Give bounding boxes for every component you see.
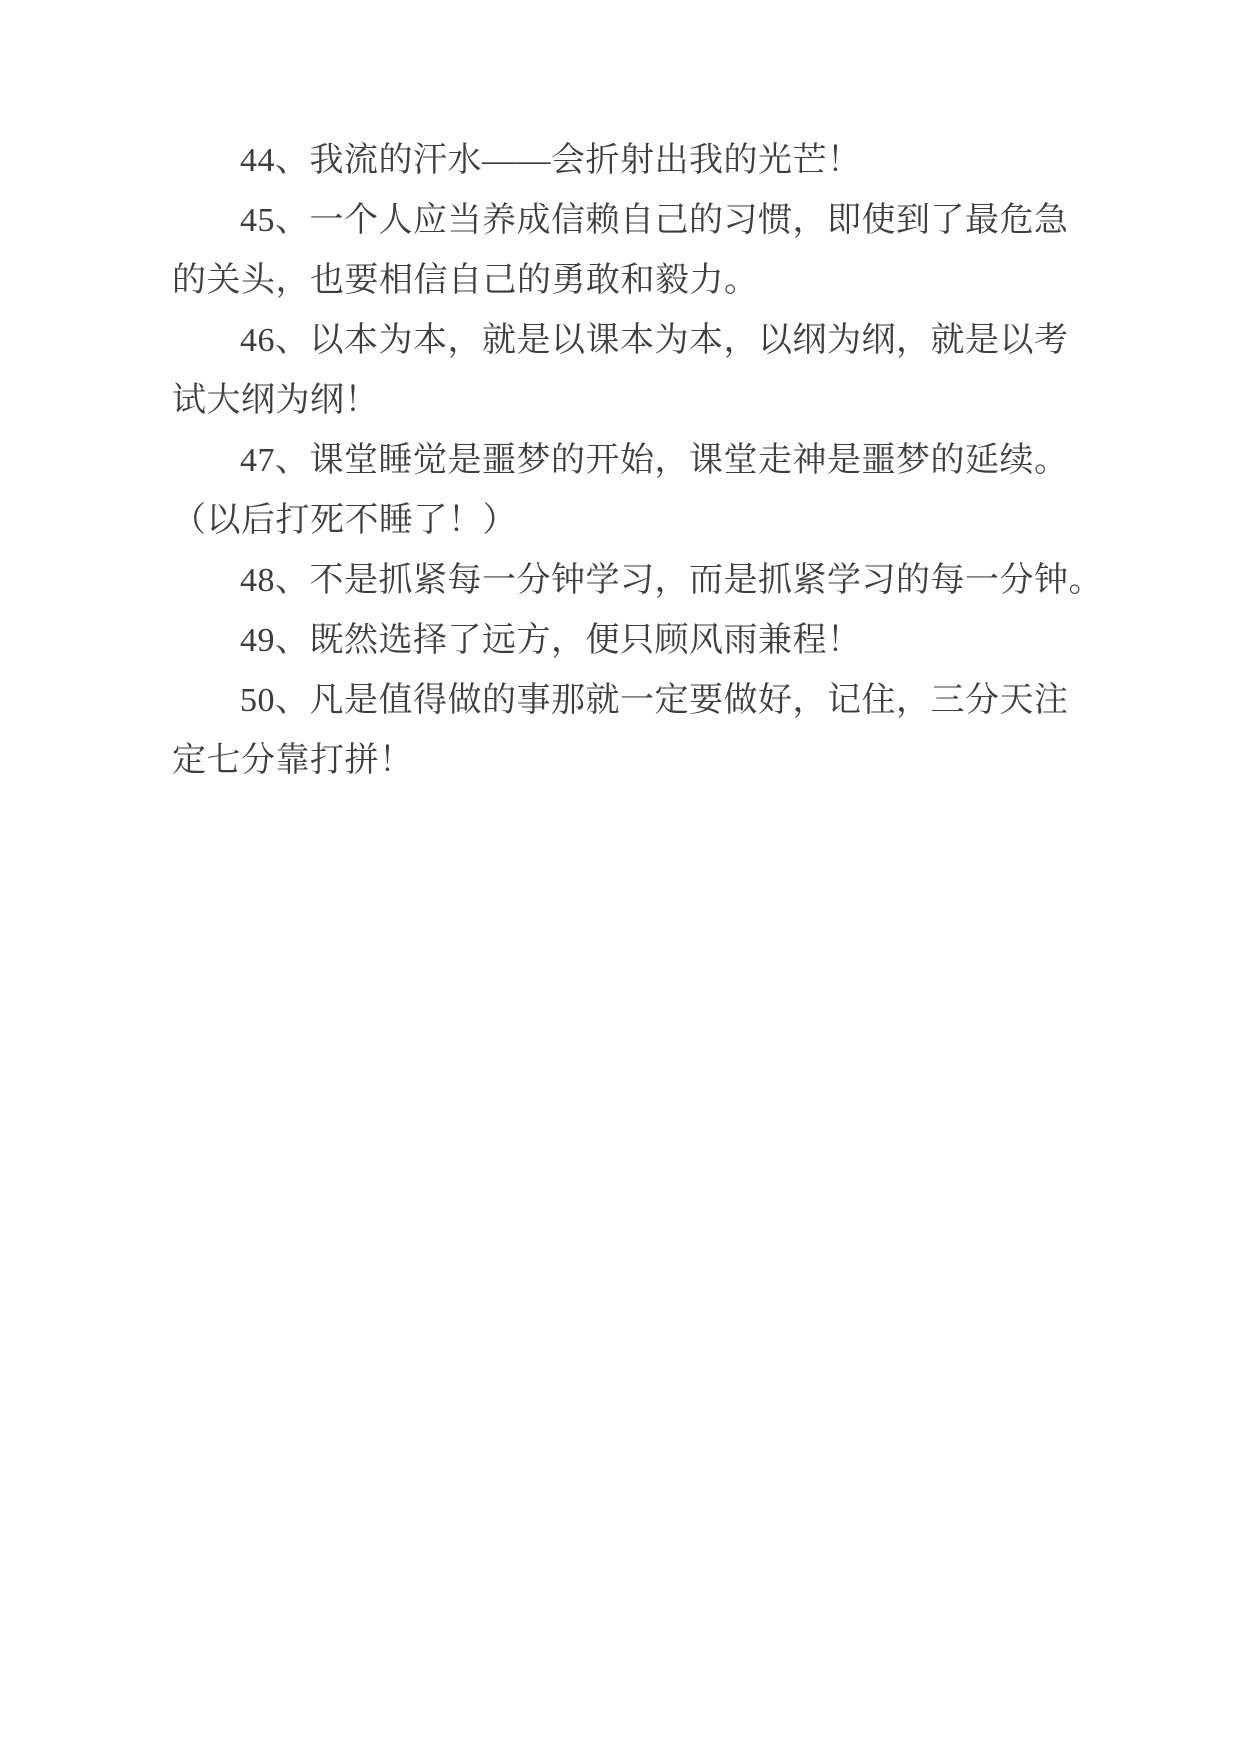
text-line: 定七分靠打拼！ — [172, 742, 414, 779]
quote-paragraph-44 — [172, 131, 1058, 191]
text-line: 44、我流的汗水——会折射出我的光芒！ — [240, 142, 862, 179]
quote-paragraph-47 — [172, 431, 1069, 551]
quote-paragraph-46 — [172, 311, 1069, 431]
text-line: 45、一个人应当养成信赖自己的习惯，即使到了最危急 — [240, 202, 1069, 239]
quote-paragraph-50 — [172, 671, 1069, 791]
text-line: 试大纲为纲！ — [172, 382, 379, 419]
quote-paragraph-49 — [172, 611, 1058, 671]
text-line: 49、既然选择了远方，便只顾风雨兼程！ — [240, 622, 862, 659]
quote-paragraph-48 — [172, 551, 1103, 611]
text-line: 50、凡是值得做的事那就一定要做好，记住，三分天注 — [240, 682, 1069, 719]
text-line: 47、课堂睡觉是噩梦的开始，课堂走神是噩梦的延续。 — [240, 442, 1069, 479]
text-line: 48、不是抓紧每一分钟学习，而是抓紧学习的每一分钟。 — [240, 562, 1103, 599]
document-content — [172, 131, 1103, 791]
text-line: （以后打死不睡了！） — [172, 502, 517, 539]
text-line: 46、以本为本，就是以课本为本，以纲为纲，就是以考 — [240, 322, 1069, 359]
quote-paragraph-45 — [172, 191, 1069, 311]
text-line: 的关头，也要相信自己的勇敢和毅力。 — [172, 262, 759, 299]
